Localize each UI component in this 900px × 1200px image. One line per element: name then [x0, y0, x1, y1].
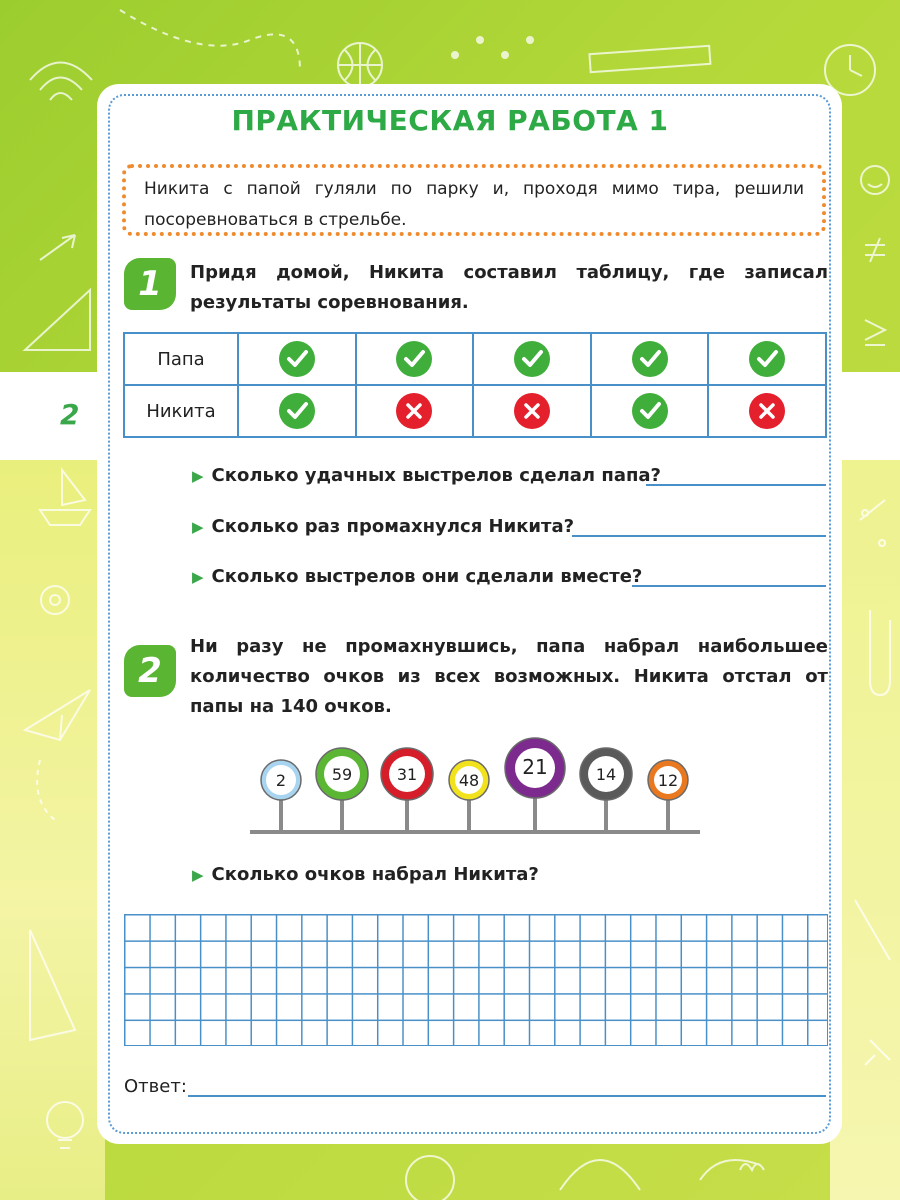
page-title: ПРАКТИЧЕСКАЯ РАБОТА 1: [231, 104, 669, 137]
target-14: [580, 748, 632, 832]
shooting-targets: [245, 730, 700, 840]
target-value: 2: [275, 771, 287, 790]
task-1-text: Придя домой, Никита составил таблицу, где записал результаты соревнования.: [190, 262, 828, 313]
result-cell: [591, 385, 709, 437]
check-icon: [632, 341, 668, 377]
check-icon: [749, 341, 785, 377]
question-1-3: [192, 566, 642, 587]
bullet-arrow-icon: ▶: [192, 518, 204, 536]
cross-icon: [514, 393, 550, 429]
result-cell: [356, 333, 474, 385]
target-value: 59: [331, 765, 353, 784]
target-59: [316, 748, 368, 832]
story-box: Никита с папой гуляли по парку и, проходя мимо тира, решили посоревноваться в стрельбе.: [122, 164, 826, 236]
question-2-1: [192, 864, 539, 885]
target-value: 21: [522, 755, 548, 779]
target-12: [648, 760, 688, 832]
result-cell: [473, 333, 591, 385]
bullet-arrow-icon: ▶: [192, 866, 204, 884]
table-row: [124, 333, 826, 385]
player-name: Никита: [124, 385, 238, 437]
cross-icon: [749, 393, 785, 429]
task-2-text: Ни разу не промахнувшись, папа набрал наибольшее количество очков из всех возможных. Никита отстал от папы на 140 очков.: [190, 636, 828, 717]
task-1-badge: 1: [124, 258, 176, 310]
answer-line-3[interactable]: [632, 585, 826, 587]
result-cell: [356, 385, 474, 437]
target-2: [261, 760, 301, 832]
target-21: [505, 738, 565, 832]
target-31: [381, 748, 433, 832]
result-cell: [238, 385, 356, 437]
question-text: Сколько удачных выстрелов сделал папа?: [211, 465, 661, 486]
answer-label: Ответ:: [124, 1076, 187, 1097]
cross-icon: [396, 393, 432, 429]
check-icon: [514, 341, 550, 377]
target-value: 31: [396, 765, 418, 784]
solution-grid[interactable]: [124, 914, 828, 1046]
target-value: 12: [657, 771, 679, 790]
result-cell: [591, 333, 709, 385]
result-cell: [708, 385, 826, 437]
answer-line-1[interactable]: [646, 484, 826, 486]
target-value: 14: [595, 765, 617, 784]
player-name: Папа: [124, 333, 238, 385]
result-cell: [238, 333, 356, 385]
answer-line-2[interactable]: [572, 535, 826, 537]
page-number: 2: [60, 398, 80, 431]
check-icon: [396, 341, 432, 377]
bullet-arrow-icon: ▶: [192, 568, 204, 586]
result-cell: [708, 333, 826, 385]
question-text: Сколько раз промахнулся Никита?: [211, 516, 575, 537]
target-value: 48: [458, 771, 480, 790]
bullet-arrow-icon: ▶: [192, 467, 204, 485]
task-2-badge: 2: [124, 645, 176, 697]
results-table: [123, 332, 827, 438]
check-icon: [279, 393, 315, 429]
result-cell: [473, 385, 591, 437]
question-1-2: [192, 516, 574, 537]
target-48: [449, 760, 489, 832]
question-text: Сколько очков набрал Никита?: [211, 864, 539, 885]
table-row: [124, 385, 826, 437]
check-icon: [632, 393, 668, 429]
question-text: Сколько выстрелов они сделали вместе?: [211, 566, 643, 587]
check-icon: [279, 341, 315, 377]
final-answer-line[interactable]: [188, 1095, 826, 1097]
question-1-1: [192, 465, 661, 486]
